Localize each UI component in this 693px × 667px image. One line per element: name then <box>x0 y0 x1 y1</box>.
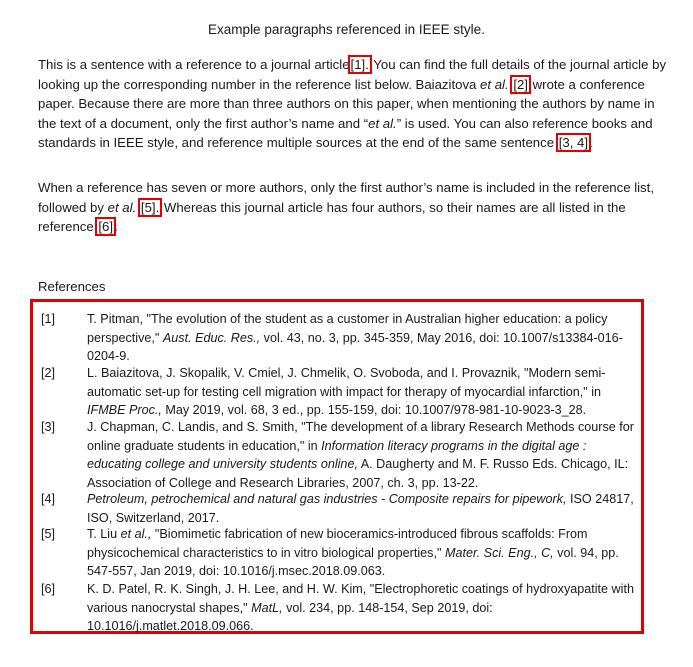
paragraph-text: wrote a conference paper. Because there are more than three authors on this paper, when mentioning the authors by name in the text of a document, only the first author’s name and “ <box>38 76 655 131</box>
paragraph-text: Whereas this journal article has four authors, so their names are all listed in the reference <box>38 199 626 234</box>
paragraph-text: . <box>114 219 118 234</box>
reference-text: T. Pitman, "The evolution of the student as a customer in Australian higher education: a policy perspective," Aust. Educ. Res., vol. 43, no. 3, pp. 345-359, May 2016, doi: 10.1007/s13384-016-0204-9. <box>87 312 623 364</box>
et-al-text: et al. <box>107 199 137 215</box>
citation-1: [1]. <box>350 57 369 72</box>
paragraph-text: This is a sentence with a reference to a journal article <box>38 57 350 72</box>
references-heading: References <box>38 279 106 294</box>
citation-3-4: [3, 4] <box>558 135 589 150</box>
paragraph-text: You can find the full details of the journal article by looking up the corresponding number in the reference list below. Baiazitova <box>38 57 667 92</box>
reference-number: [2] <box>41 366 56 380</box>
reference-text: T. Liu et al., "Biomimetic fabrication of new bioceramics-introduced fibrous scaffolds: From physicochemical characteristics to in vitro biological properties," Mater. Sci. Eng., C, vol. 94, pp. 547-557, Jan 2019, doi: 10.1016/j.msec.2018.09.063. <box>87 527 619 579</box>
citation-2: [2] <box>513 76 528 92</box>
et-al-text: et al. <box>480 76 509 92</box>
paragraph-text: . <box>589 135 593 150</box>
paragraph-text: When a reference has seven or more authors, only the first author’s name is included in the reference list, followed by <box>38 180 654 215</box>
paragraph-text: ” is used. You can also reference books and standards in IEEE style, and reference multiple sources at the end of the same sentence <box>38 115 653 150</box>
et-al-text: et al. <box>368 115 397 131</box>
reference-number: [5] <box>41 527 56 541</box>
document-title: Example paragraphs referenced in IEEE style. <box>208 22 485 37</box>
reference-number: [6] <box>41 582 56 596</box>
paragraph-2 <box>38 178 668 237</box>
paragraph-1 <box>38 55 668 153</box>
reference-text: Petroleum, petrochemical and natural gas industries - Composite repairs for pipework, ISO 24817, ISO, Switzerland, 2017. <box>87 492 634 525</box>
reference-number: [4] <box>41 492 56 506</box>
reference-text: J. Chapman, C. Landis, and S. Smith, "The development of a library Research Methods course for online graduate students in education," in Information literacy programs in the digital age : educating college and university students online, A. Daugherty and M. F. Russo Eds. Chicago, IL: Association of College and Research Libraries, 2007, ch. 3, pp. 13-22. <box>87 420 634 490</box>
citation-5: [5]. <box>140 199 160 215</box>
reference-number: [1] <box>41 312 56 326</box>
reference-number: [3] <box>41 420 56 434</box>
citation-6: [6] <box>98 219 114 234</box>
reference-text: L. Baiazitova, J. Skopalik, V. Cmiel, J. Chmelik, O. Svoboda, and I. Provaznik, "Modern semi-automatic set-up for testing cell migration with impact for therapy of myocardial infarction," in IFMBE Proc., May 2019, vol. 68, 3 ed., pp. 155-159, doi: 10.1007/978-981-10-9023-3_28. <box>87 366 606 418</box>
reference-list-box <box>30 299 644 634</box>
reference-text: K. D. Patel, R. K. Singh, J. H. Lee, and H. W. Kim, "Electrophoretic coatings of hydroxyapatite with various nanocrystal shapes," MatL, vol. 234, pp. 148-154, Sep 2019, doi: 10.1016/j.matlet.2018.09.066. <box>87 582 634 634</box>
